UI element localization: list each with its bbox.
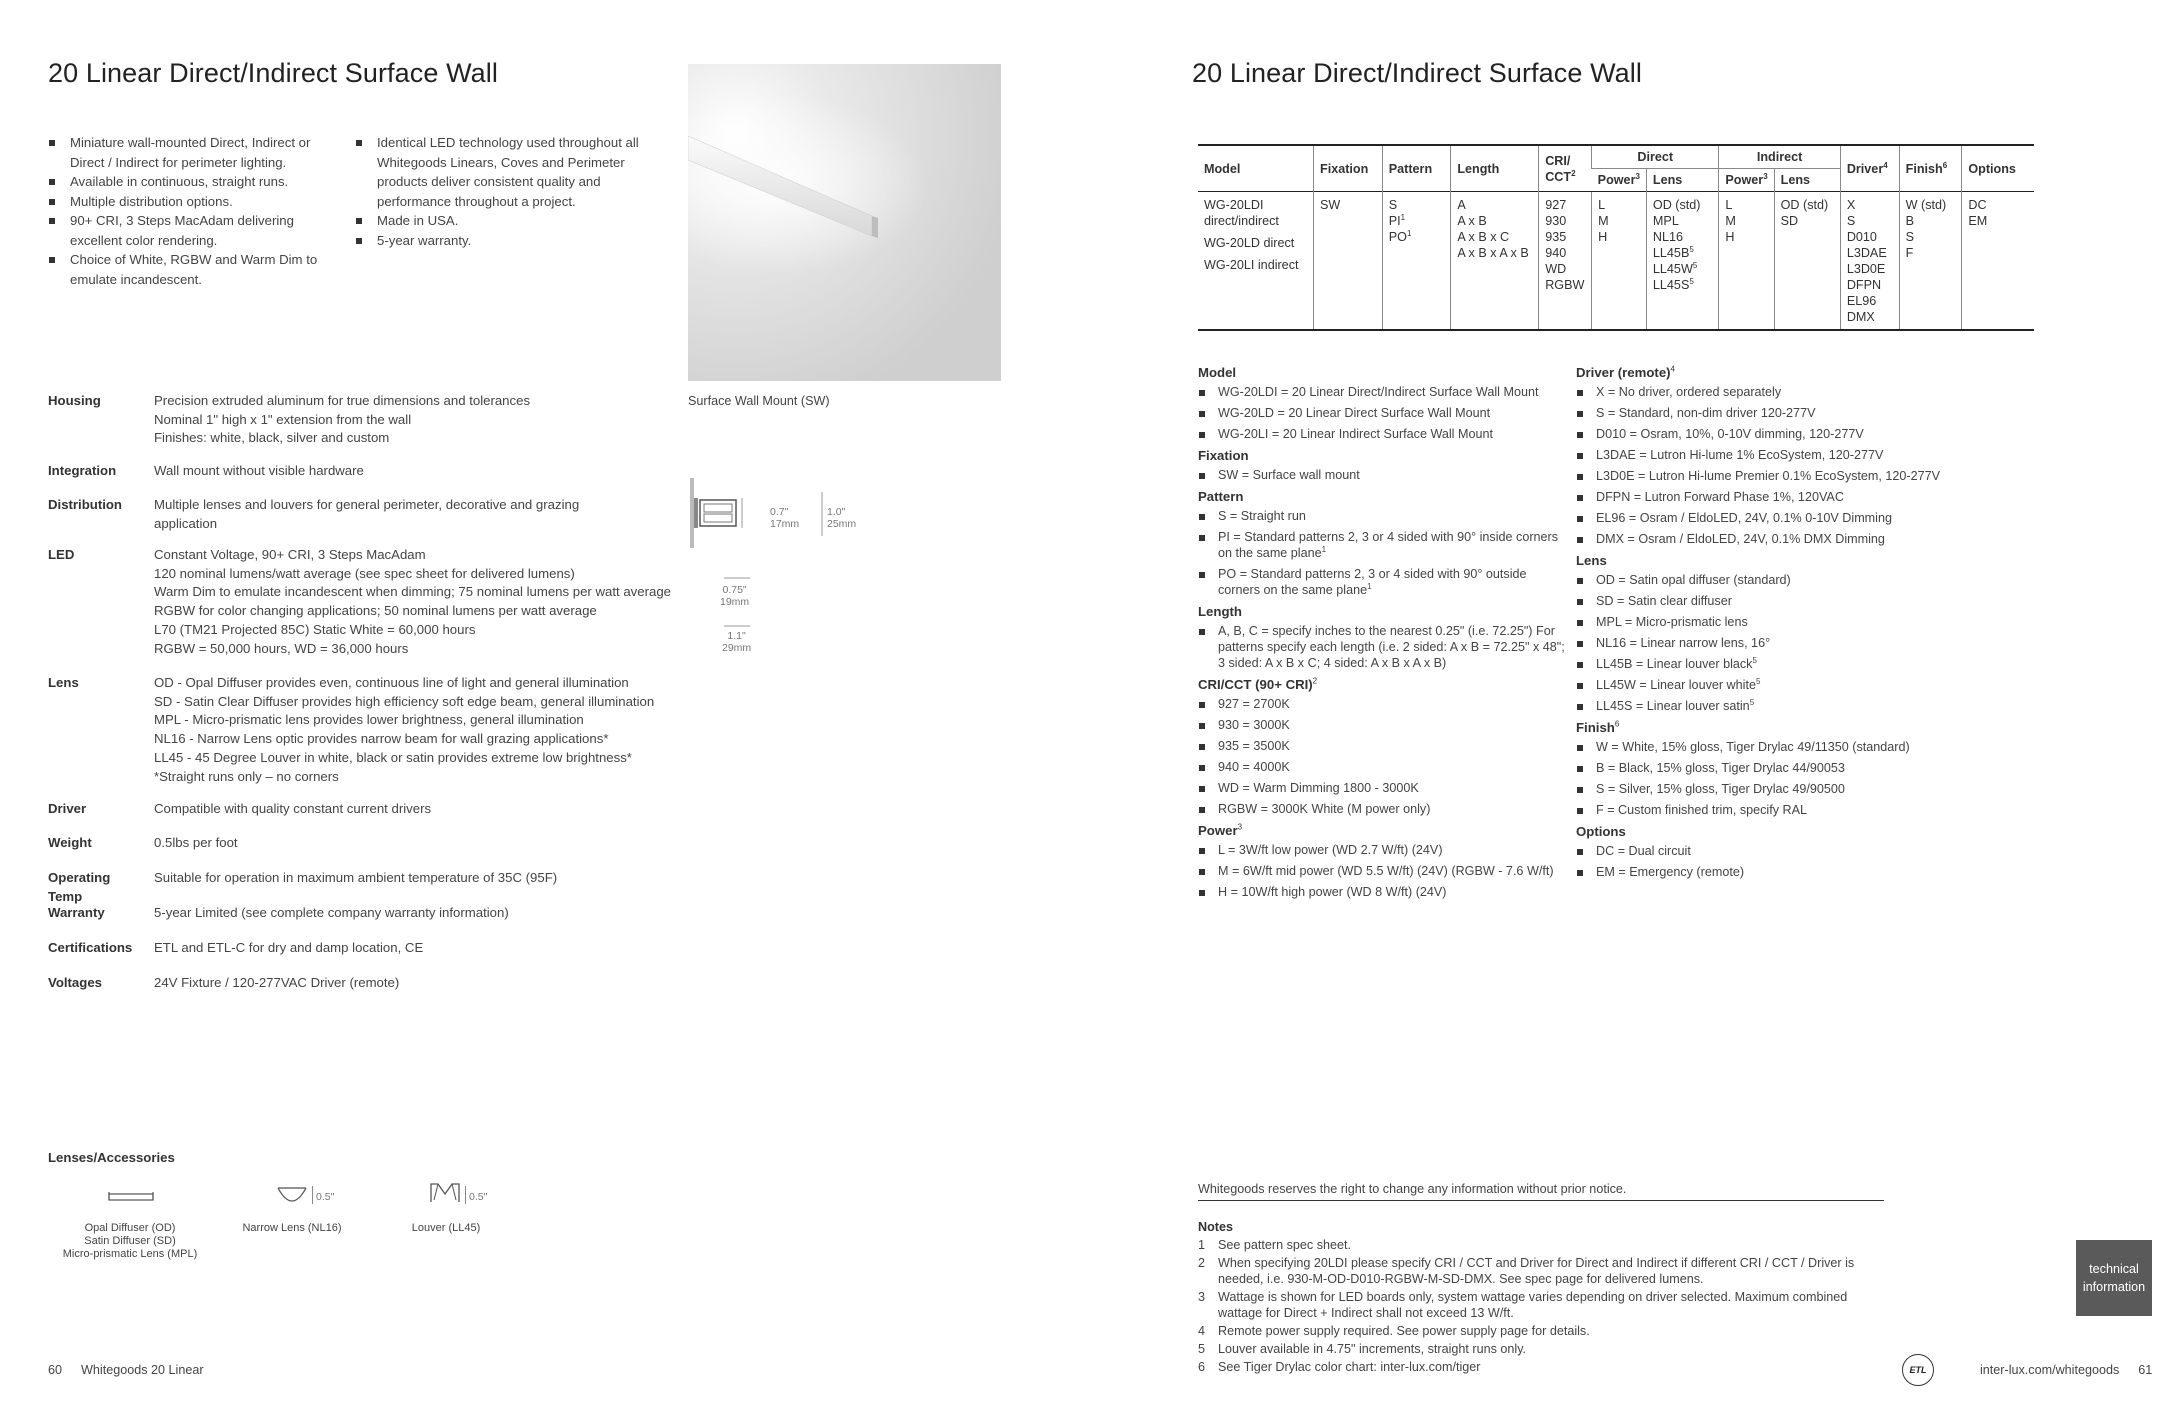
spec-value-line: *Straight runs only – no corners	[154, 768, 339, 784]
section-list	[1576, 572, 1976, 714]
section-item: F = Custom finished trim, specify RAL	[1576, 802, 1976, 818]
dim-height	[827, 506, 856, 530]
spec-value-line: Wall mount without visible hardware	[154, 463, 364, 478]
lens-ll-caption: Louver (LL45)	[411, 1222, 481, 1234]
section-item: 930 = 3000K	[1198, 717, 1568, 733]
th-indirect-lens: Lens	[1774, 169, 1840, 192]
section-item: 940 = 4000K	[1198, 759, 1568, 775]
cell-value: L3DAE	[1846, 246, 1887, 260]
note-text: When specifying 20LDI please specify CRI / CCT and Driver for Direct and Indirect if different CRI / CCT / Driver is needed, i.e. 930-M-OD-D010-RGBW-M-SD-DMX. See spec page for delivered lumens.	[1218, 1256, 1855, 1286]
th-driver-label: Driver	[1846, 161, 1884, 176]
th-indirect-power-label: Power	[1725, 173, 1764, 187]
spec-value-line: MPL - Micro-prismatic lens provides lower brightness, general illumination	[154, 712, 584, 728]
th-model: Model	[1198, 145, 1314, 192]
th-cri-cct: CRI/ CCT$^2$	[1539, 145, 1592, 192]
th-finish: Finish$^6$	[1899, 145, 1962, 192]
technical-information-tab[interactable]	[2076, 1240, 2152, 1316]
cell-value: RGBW	[1545, 278, 1585, 292]
th-direct-power-label: Power	[1597, 173, 1636, 187]
spec-value-line: SD - Satin Clear Diffuser provides high efficiency soft edge beam, general illumination	[154, 693, 655, 709]
lens-nl-dim: 0.5"	[316, 1191, 335, 1203]
lens-ll-icon	[428, 1180, 462, 1206]
dim-depth-mm: 17mm	[770, 518, 800, 530]
section-item: L = 3W/ft low power (WD 2.7 W/ft) (24V)	[1198, 842, 1568, 858]
feature-item: Made in USA.	[355, 211, 655, 231]
product-photo	[688, 64, 1001, 381]
spec-value-line: LL45 - 45 Degree Louver in white, black or satin provides extreme low brightness*	[154, 749, 632, 765]
th-direct-lens: Lens	[1646, 169, 1718, 192]
note-number: 2	[1198, 1256, 1206, 1270]
cell-value: MPL	[1652, 214, 1679, 228]
feature-item: Choice of White, RGBW and Warm Dim to emulate incandescent.	[48, 250, 318, 289]
spec-value-line: Precision extruded aluminum for true dimensions and tolerances	[154, 393, 531, 408]
lens-sd-label: Satin Diffuser (SD)	[84, 1235, 176, 1247]
spec-value	[154, 546, 714, 658]
section-item: B = Black, 15% gloss, Tiger Drylac 44/90053	[1576, 760, 1976, 776]
section-heading: Driver (remote)$^4$	[1576, 364, 1675, 380]
ordering-table	[1198, 144, 2034, 331]
spec-value-line: Constant Voltage, 90+ CRI, 3 Steps MacAdam	[154, 547, 426, 562]
section-list	[1198, 623, 1568, 671]
table-row	[1198, 192, 2034, 331]
spec-value	[154, 496, 714, 533]
note-number: 5	[1198, 1342, 1206, 1356]
th-indirect-power: Power$^3$	[1719, 169, 1774, 192]
spec-value	[154, 869, 714, 888]
spec-label: Weight	[48, 835, 92, 850]
feature-item: 5-year warranty.	[355, 231, 655, 251]
etl-mark-text: ETL	[1909, 1365, 1927, 1375]
spec-value-line: 5-year Limited (see complete company warranty information)	[154, 905, 509, 920]
profile-drawing-svg	[688, 478, 868, 658]
dim-width-2	[722, 630, 751, 654]
spec-value-line: L70 (TM21 Projected 85C) Static White = 60,000 hours	[154, 621, 476, 637]
cell-direct-lens	[1646, 192, 1718, 331]
cell-value: OD (std)	[1652, 198, 1701, 212]
cell-value: DMX	[1846, 310, 1875, 324]
th-driver: Driver$^4$	[1840, 145, 1899, 192]
section-heading: Finish$^6$	[1576, 719, 1620, 735]
cell-value: M	[1725, 214, 1736, 228]
spec-label: Voltages	[48, 975, 102, 990]
cell-value: SD	[1780, 214, 1799, 228]
spec-value	[154, 800, 714, 819]
cell-value: H	[1598, 230, 1608, 244]
th-cri: CRI/	[1545, 153, 1571, 168]
section-item: D010 = Osram, 10%, 0-10V dimming, 120-277V	[1576, 426, 1976, 442]
section-item: EL96 = Osram / EldoLED, 24V, 0.1% 0-10V Dimming	[1576, 510, 1976, 526]
dim-width-1-mm: 19mm	[720, 596, 750, 608]
section-item: W = White, 15% gloss, Tiger Drylac 49/11350 (standard)	[1576, 739, 1976, 755]
note-item	[1198, 1237, 1878, 1253]
cell-value: 940	[1545, 246, 1567, 260]
section-list	[1576, 739, 1976, 818]
cell-value: L3D0E	[1846, 262, 1886, 276]
cell-value: L	[1725, 198, 1733, 212]
spec-value-line: NL16 - Narrow Lens optic provides narrow beam for wall grazing applications*	[154, 731, 609, 747]
spec-label: Certifications	[48, 940, 133, 955]
section-list	[1198, 696, 1568, 817]
spec-value-line: Warm Dim to emulate incandescent when dimming; 75 nominal lumens per watt average	[154, 584, 671, 600]
note-text: See pattern spec sheet.	[1218, 1238, 1352, 1252]
section-list	[1198, 842, 1568, 900]
lens-od-icon	[108, 1188, 154, 1204]
section-list	[1576, 843, 1976, 880]
cell-value: WG-20LDI direct/indirect	[1204, 198, 1279, 228]
section-item: 935 = 3500K	[1198, 738, 1568, 754]
spec-label: Driver	[48, 801, 87, 816]
section-heading: CRI/CCT (90+ CRI)$^2$	[1198, 676, 1318, 692]
cell-pattern	[1382, 192, 1451, 331]
spec-value	[154, 939, 714, 958]
spec-value-line: OD - Opal Diffuser provides even, continuous line of light and general illumination	[154, 675, 629, 690]
section-item: A, B, C = specify inches to the nearest 0.25" (i.e. 72.25") For patterns specify each length (i.e. 2 sided: A x B = 72.25" x 48"; 3 sided: A x B x C; 4 sided: A x B x A x B)	[1198, 623, 1568, 671]
note-number: 1	[1198, 1238, 1206, 1252]
spec-value-line: application	[154, 515, 218, 531]
spec-value-line: 24V Fixture / 120-277VAC Driver (remote)	[154, 975, 400, 990]
th-length: Length	[1451, 145, 1539, 192]
spec-label: Distribution	[48, 497, 122, 512]
ordering-key-left	[1198, 360, 1568, 905]
dim-depth-in: 0.7"	[770, 506, 789, 518]
cell-indirect-lens	[1774, 192, 1840, 331]
cell-value: SW	[1320, 198, 1341, 212]
cell-value: DC	[1968, 198, 1987, 212]
section-item: PO = Standard patterns 2, 3 or 4 sided with 90° outside corners on the same plane$^1$	[1198, 566, 1568, 598]
section-item: S = Straight run	[1198, 508, 1568, 524]
spec-value	[154, 904, 714, 923]
dim-width-2-mm: 29mm	[722, 642, 752, 654]
cell-value: D010	[1846, 230, 1877, 244]
cell-value: WG-20LI indirect	[1204, 258, 1299, 272]
section-heading: Fixation	[1198, 448, 1249, 463]
note-number: 3	[1198, 1290, 1206, 1304]
lens-od-graphic	[108, 1188, 154, 1209]
spec-value-line: Nominal 1" high x 1" extension from the wall	[154, 411, 412, 427]
feature-item: Available in continuous, straight runs.	[48, 172, 318, 192]
cell-value: S	[1905, 230, 1915, 244]
lens-mpl-label: Micro-prismatic Lens (MPL)	[62, 1248, 198, 1260]
lens-od-label: Opal Diffuser (OD)	[84, 1222, 176, 1234]
section-list	[1198, 508, 1568, 598]
spec-label: Housing	[48, 393, 101, 408]
section-item: 927 = 2700K	[1198, 696, 1568, 712]
spec-value-line: Multiple lenses and louvers for general perimeter, decorative and grazing	[154, 497, 580, 512]
spec-label: Warranty	[48, 905, 105, 920]
notes-title: Notes	[1198, 1220, 1233, 1234]
section-item: RGBW = 3000K White (M power only)	[1198, 801, 1568, 817]
lenses-title: Lenses/Accessories	[48, 1150, 175, 1165]
cell-value: A x B x A x B	[1457, 246, 1529, 260]
cell-value: $LL45S^5$	[1652, 276, 1694, 292]
note-item	[1198, 1323, 1878, 1339]
th-indirect: Indirect	[1719, 145, 1840, 169]
cell-value: S	[1388, 198, 1398, 212]
section-item: WD = Warm Dimming 1800 - 3000K	[1198, 780, 1568, 796]
lens-nl-graphic	[276, 1184, 308, 1211]
spec-value-line: Suitable for operation in maximum ambient temperature of 35C (95F)	[154, 870, 558, 885]
fixture-photo-graphic	[688, 64, 1001, 381]
note-item	[1198, 1255, 1878, 1287]
section-item: EM = Emergency (remote)	[1576, 864, 1976, 880]
cell-value: DFPN	[1846, 278, 1882, 292]
lens-ll-graphic	[428, 1180, 462, 1211]
right-footer-text: inter-lux.com/whitegoods	[1980, 1363, 2120, 1377]
section-heading: Model	[1198, 365, 1237, 380]
left-page-title: 20 Linear Direct/Indirect Surface Wall	[48, 58, 498, 88]
cell-value: W (std)	[1905, 198, 1947, 212]
cell-value: $PI^1$	[1388, 212, 1406, 228]
spec-value	[154, 462, 714, 481]
th-cct: CCT	[1545, 169, 1572, 184]
note-number: 4	[1198, 1324, 1206, 1338]
dim-height-in: 1.0"	[827, 506, 846, 518]
cell-value: A x B	[1457, 214, 1487, 228]
cell-value: EL96	[1846, 294, 1877, 308]
features-list-2	[355, 133, 655, 250]
section-item: WG-20LD = 20 Linear Direct Surface Wall Mount	[1198, 405, 1568, 421]
spec-label: LED	[48, 547, 75, 562]
section-item: M = 6W/ft mid power (WD 5.5 W/ft) (24V) (RGBW - 7.6 W/ft)	[1198, 863, 1568, 879]
spec-label: Operating Temp	[48, 870, 111, 904]
section-heading: Pattern	[1198, 489, 1244, 504]
note-number: 6	[1198, 1360, 1206, 1374]
spec-value-line: ETL and ETL-C for dry and damp location, CE	[154, 940, 424, 955]
lens-nl-icon	[276, 1184, 308, 1206]
cell-value: 930	[1545, 214, 1567, 228]
dim-depth	[770, 506, 799, 530]
th-finish-label: Finish	[1905, 161, 1943, 176]
cell-value: X	[1846, 198, 1856, 212]
lens-ll-dim: 0.5"	[469, 1191, 488, 1203]
section-item: NL16 = Linear narrow lens, 16°	[1576, 635, 1976, 651]
spec-value-line: RGBW for color changing applications; 50 nominal lumens per watt average	[154, 603, 597, 619]
section-item: X = No driver, ordered separately	[1576, 384, 1976, 400]
lens-od-caption	[50, 1222, 210, 1261]
tab-line-1: technical	[2089, 1262, 2139, 1276]
section-item: SD = Satin clear diffuser	[1576, 593, 1976, 609]
notes	[1198, 1220, 1878, 1377]
spec-value-line: Finishes: white, black, silver and custom	[154, 430, 390, 446]
dim-width-1	[720, 584, 749, 608]
disclaimer: Whitegoods reserves the right to change any information without prior notice.	[1198, 1182, 1884, 1201]
cell-value: 927	[1545, 198, 1567, 212]
photo-caption: Surface Wall Mount (SW)	[688, 394, 830, 408]
cell-value: F	[1905, 246, 1914, 260]
th-direct: Direct	[1592, 145, 1719, 169]
cell-direct-power	[1592, 192, 1647, 331]
note-item	[1198, 1341, 1878, 1357]
section-item: WG-20LI = 20 Linear Indirect Surface Wall Mount	[1198, 426, 1568, 442]
spec-label: Lens	[48, 675, 79, 690]
spec-value	[154, 674, 714, 786]
cell-value: $LL45W^5$	[1652, 260, 1698, 276]
spec-value-line: 0.5lbs per foot	[154, 835, 238, 850]
cell-cri	[1539, 192, 1592, 331]
left-page-number: 60	[48, 1363, 63, 1377]
section-item: OD = Satin opal diffuser (standard)	[1576, 572, 1976, 588]
section-item: WG-20LDI = 20 Linear Direct/Indirect Surface Wall Mount	[1198, 384, 1568, 400]
feature-item: Miniature wall-mounted Direct, Indirect or Direct / Indirect for perimeter lighting.	[48, 133, 318, 172]
cell-value: WD	[1545, 262, 1567, 276]
section-item: DFPN = Lutron Forward Phase 1%, 120VAC	[1576, 489, 1976, 505]
cell-model	[1198, 192, 1314, 331]
lens-nl-dim-line	[312, 1186, 313, 1204]
right-footer	[1980, 1363, 2152, 1377]
section-item: L3D0E = Lutron Hi-lume Premier 0.1% EcoSystem, 120-277V	[1576, 468, 1976, 484]
cell-value: S	[1846, 214, 1856, 228]
ordering-key-right	[1576, 360, 1976, 885]
cell-value: L	[1598, 198, 1606, 212]
section-heading: Power$^3$	[1198, 822, 1243, 838]
th-direct-power: Power$^3$	[1592, 169, 1647, 192]
section-item: S = Standard, non-dim driver 120-277V	[1576, 405, 1976, 421]
cell-value: A x B x C	[1457, 230, 1510, 244]
section-item: SW = Surface wall mount	[1198, 467, 1568, 483]
spec-value-line: 120 nominal lumens/watt average (see spec sheet for delivered lumens)	[154, 565, 575, 581]
cell-value: M	[1598, 214, 1609, 228]
cell-fixation	[1314, 192, 1383, 331]
cell-value: OD (std)	[1780, 198, 1829, 212]
spec-value-line: RGBW = 50,000 hours, WD = 36,000 hours	[154, 640, 409, 656]
note-item	[1198, 1359, 1878, 1375]
feature-item: 90+ CRI, 3 Steps MacAdam delivering excellent color rendering.	[48, 211, 318, 250]
cell-options	[1962, 192, 2034, 331]
dim-width-1-in: 0.75"	[722, 584, 747, 596]
cell-value: A	[1457, 198, 1466, 212]
cell-value: WG-20LD direct	[1204, 236, 1295, 250]
section-item: PI = Standard patterns 2, 3 or 4 sided with 90° inside corners on the same plane$^1$	[1198, 529, 1568, 561]
cell-indirect-power	[1719, 192, 1774, 331]
lens-ll-dim-line	[465, 1186, 466, 1204]
cell-value: B	[1905, 214, 1915, 228]
cell-value: NL16	[1652, 230, 1684, 244]
th-pattern: Pattern	[1382, 145, 1451, 192]
th-fixation: Fixation	[1314, 145, 1383, 192]
dim-width-2-in: 1.1"	[727, 630, 746, 642]
spec-label: Integration	[48, 463, 117, 478]
cell-value: $LL45B^5$	[1652, 244, 1694, 260]
left-footer	[48, 1363, 204, 1377]
spec-value	[154, 974, 714, 993]
features-list-1	[48, 133, 318, 289]
cell-value: 935	[1545, 230, 1567, 244]
note-text: Remote power supply required. See power supply page for details.	[1218, 1324, 1590, 1338]
note-text: Wattage is shown for LED boards only, system wattage varies depending on driver selected. Maximum combined wattage for Direct + Indirect shall not exceed 13 W/ft.	[1218, 1290, 1848, 1320]
cell-value: H	[1725, 230, 1735, 244]
th-options: Options	[1962, 145, 2034, 192]
cell-value: $PO^1$	[1388, 228, 1412, 244]
section-item: DC = Dual circuit	[1576, 843, 1976, 859]
spec-value	[154, 392, 714, 448]
section-heading: Options	[1576, 824, 1626, 839]
note-text: See Tiger Drylac color chart: inter-lux.com/tiger	[1218, 1360, 1481, 1374]
tab-line-2: information	[2082, 1280, 2146, 1294]
profile-drawing	[688, 478, 868, 658]
section-item: L3DAE = Lutron Hi-lume 1% EcoSystem, 120-277V	[1576, 447, 1976, 463]
cell-value: EM	[1968, 214, 1988, 228]
section-list	[1198, 467, 1568, 483]
etl-certification-icon	[1902, 1354, 1934, 1386]
cell-driver	[1840, 192, 1899, 331]
section-item: LL45W = Linear louver white$^5$	[1576, 677, 1976, 693]
section-item: DMX = Osram / EldoLED, 24V, 0.1% DMX Dimming	[1576, 531, 1976, 547]
section-item: S = Silver, 15% gloss, Tiger Drylac 49/90500	[1576, 781, 1976, 797]
section-list	[1576, 384, 1976, 547]
spec-value	[154, 834, 714, 853]
spec-value-line: Compatible with quality constant current drivers	[154, 801, 432, 816]
dim-height-mm: 25mm	[827, 518, 857, 530]
cell-finish	[1899, 192, 1962, 331]
note-text: Louver available in 4.75" increments, straight runs only.	[1218, 1342, 1527, 1356]
section-heading: Lens	[1576, 553, 1607, 568]
left-footer-text: Whitegoods 20 Linear	[81, 1363, 204, 1377]
feature-item: Multiple distribution options.	[48, 192, 318, 212]
section-heading: Length	[1198, 604, 1242, 619]
cell-length	[1451, 192, 1539, 331]
right-page-title: 20 Linear Direct/Indirect Surface Wall	[1192, 58, 1642, 88]
note-item	[1198, 1289, 1878, 1321]
section-list	[1198, 384, 1568, 442]
lens-nl-caption: Narrow Lens (NL16)	[242, 1222, 342, 1234]
feature-item: Identical LED technology used throughout all Whitegoods Linears, Coves and Perimeter products deliver consistent quality and performance throughout a project.	[355, 133, 655, 211]
section-item: H = 10W/ft high power (WD 8 W/ft) (24V)	[1198, 884, 1568, 900]
right-page-number: 61	[2138, 1363, 2153, 1377]
section-item: LL45B = Linear louver black$^5$	[1576, 656, 1976, 672]
section-item: MPL = Micro-prismatic lens	[1576, 614, 1976, 630]
section-item: LL45S = Linear louver satin$^5$	[1576, 698, 1976, 714]
